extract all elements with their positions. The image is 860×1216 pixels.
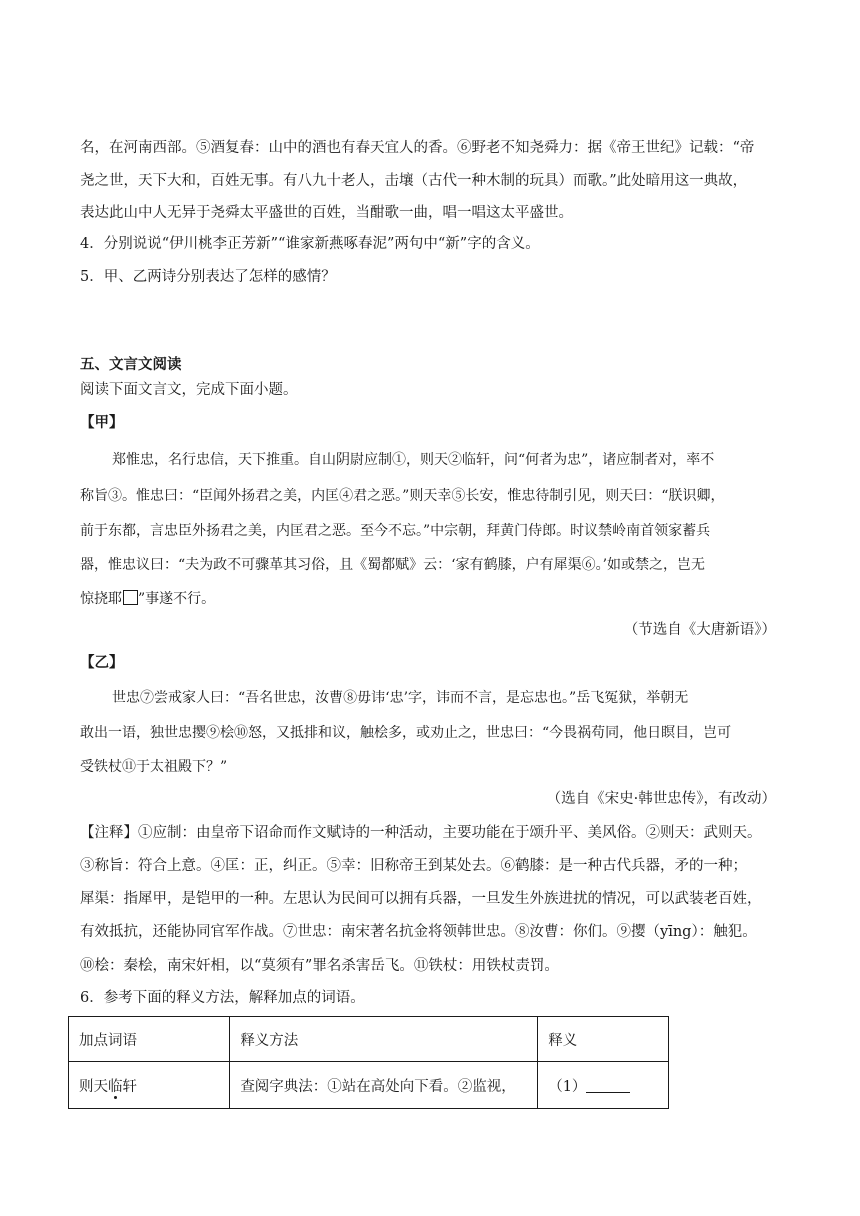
table-cell-word — [69, 1062, 230, 1109]
table-header-word: 加点词语 — [69, 1017, 230, 1062]
passage-jia-label: 【甲】 — [80, 414, 124, 431]
table-cell-method: 查阅字典法：①站在高处向下看。②监视， — [230, 1062, 538, 1109]
notes-line-4: 有效抵抗，还能协同官军作战。⑦世忠：南宋著名抗金将领韩世忠。⑧汝曹：你们。⑨撄（yīng）：触犯。 — [80, 924, 757, 940]
question-5: 5．甲、乙两诗分别表达了怎样的感情？ — [80, 269, 336, 285]
passage-jia-line-5-head: 惊挠耶 — [80, 591, 122, 607]
dotted-character: 临 — [108, 1078, 123, 1095]
intro-line-1: 名，在河南西部。⑤酒复春：山中的酒也有春天宜人的香。⑥野老不知尧舜力：据《帝王世纪》记载：“帝 — [80, 140, 755, 156]
passage-jia-line-1: 郑惟忠，名行忠信，天下推重。自山阴尉应制①，则天②临轩，问“何者为忠”，诸应制者对，率不 — [112, 452, 715, 468]
passage-jia-line-5 — [80, 589, 215, 609]
word-prefix: 则天 — [79, 1078, 108, 1095]
table-header-method: 释义方法 — [230, 1017, 538, 1062]
notes-line-1: 【注释】①应制：由皇帝下诏命而作文赋诗的一种活动，主要功能在于颂升平、美风俗。②则天：武则天。 — [80, 825, 762, 841]
section-instruction: 阅读下面文言文，完成下面小题。 — [80, 382, 298, 398]
notes-line-2: ③称旨：符合上意。④匡：正，纠正。⑤幸：旧称帝王到某处去。⑥鹤膝：是一种古代兵器，矛的一种； — [80, 858, 747, 874]
notes-line-3: 犀渠：指犀甲，是铠甲的一种。左思认为民间可以拥有兵器，一旦发生外族进扰的情况，可以武装老百姓， — [80, 891, 762, 907]
missing-char-box — [123, 590, 138, 605]
table-row — [69, 1062, 669, 1109]
answer-number: （1） — [548, 1078, 587, 1095]
passage-yi-line-2: 敢出一语，独世忠撄⑨桧⑩怒，又抵排和议，触桧多，或劝止之，世忠曰：“今畏祸苟同，他日瞑目，岂可 — [80, 725, 732, 741]
passage-jia-line-3: 前于东都，言忠臣外扬君之美，内匡君之恶。至今不忘。”中宗朝，拜黄门侍郎。时议禁岭南首领家蓄兵 — [80, 523, 711, 539]
gloss-table — [68, 1016, 669, 1109]
table-header-meaning: 释义 — [538, 1017, 669, 1062]
passage-yi-line-1: 世忠⑦尝戒家人曰：“吾名世忠，汝曹⑧毋讳‘忠’字，讳而不言，是忘忠也。”岳飞冤狱，举朝无 — [112, 690, 689, 706]
passage-yi-label: 【乙】 — [80, 654, 124, 671]
passage-jia-line-5-tail: ”事遂不行。 — [138, 591, 216, 607]
passage-jia-line-2: 称旨③。惟忠曰：“臣闻外扬君之美，内匡④君之恶。”则天幸⑤长安，惟忠待制引见，则天曰：“朕识卿， — [80, 488, 725, 504]
intro-line-2: 尧之世，天下大和，百姓无事。有八九十老人，击壤（古代一种木制的玩具）而歌。”此处暗用这一典故， — [80, 173, 748, 189]
intro-line-3: 表达此山中人无异于尧舜太平盛世的百姓，当酣歌一曲，唱一唱这太平盛世。 — [80, 205, 573, 221]
notes-line-5: ⑩桧：秦桧，南宋奸相，以“莫须有”罪名杀害岳飞。⑪铁杖：用铁杖责罚。 — [80, 958, 559, 974]
passage-yi-line-3: 受铁杖⑪于太祖殿下？” — [80, 759, 228, 775]
passage-jia-line-4: 器，惟忠议曰：“夫为政不可骤革其习俗，且《蜀都赋》云：‘家有鹤膝，户有犀渠⑥。’如或禁之，岂无 — [80, 557, 706, 573]
table-header-row — [69, 1017, 669, 1062]
passage-yi-source: （选自《宋史·韩世忠传》，有改动） — [546, 791, 776, 807]
passage-jia-source: （节选自《大唐新语》） — [623, 622, 776, 638]
word-suffix: 轩 — [122, 1078, 137, 1095]
table-cell-answer — [538, 1062, 669, 1109]
question-6: 6．参考下面的释义方法，解释加点的词语。 — [80, 990, 365, 1006]
question-4: 4．分别说说“伊川桃李正芳新”“谁家新燕啄春泥”两句中“新”字的含义。 — [80, 236, 540, 252]
section-title: 五、文言文阅读 — [80, 356, 182, 373]
answer-blank[interactable] — [586, 1079, 630, 1093]
